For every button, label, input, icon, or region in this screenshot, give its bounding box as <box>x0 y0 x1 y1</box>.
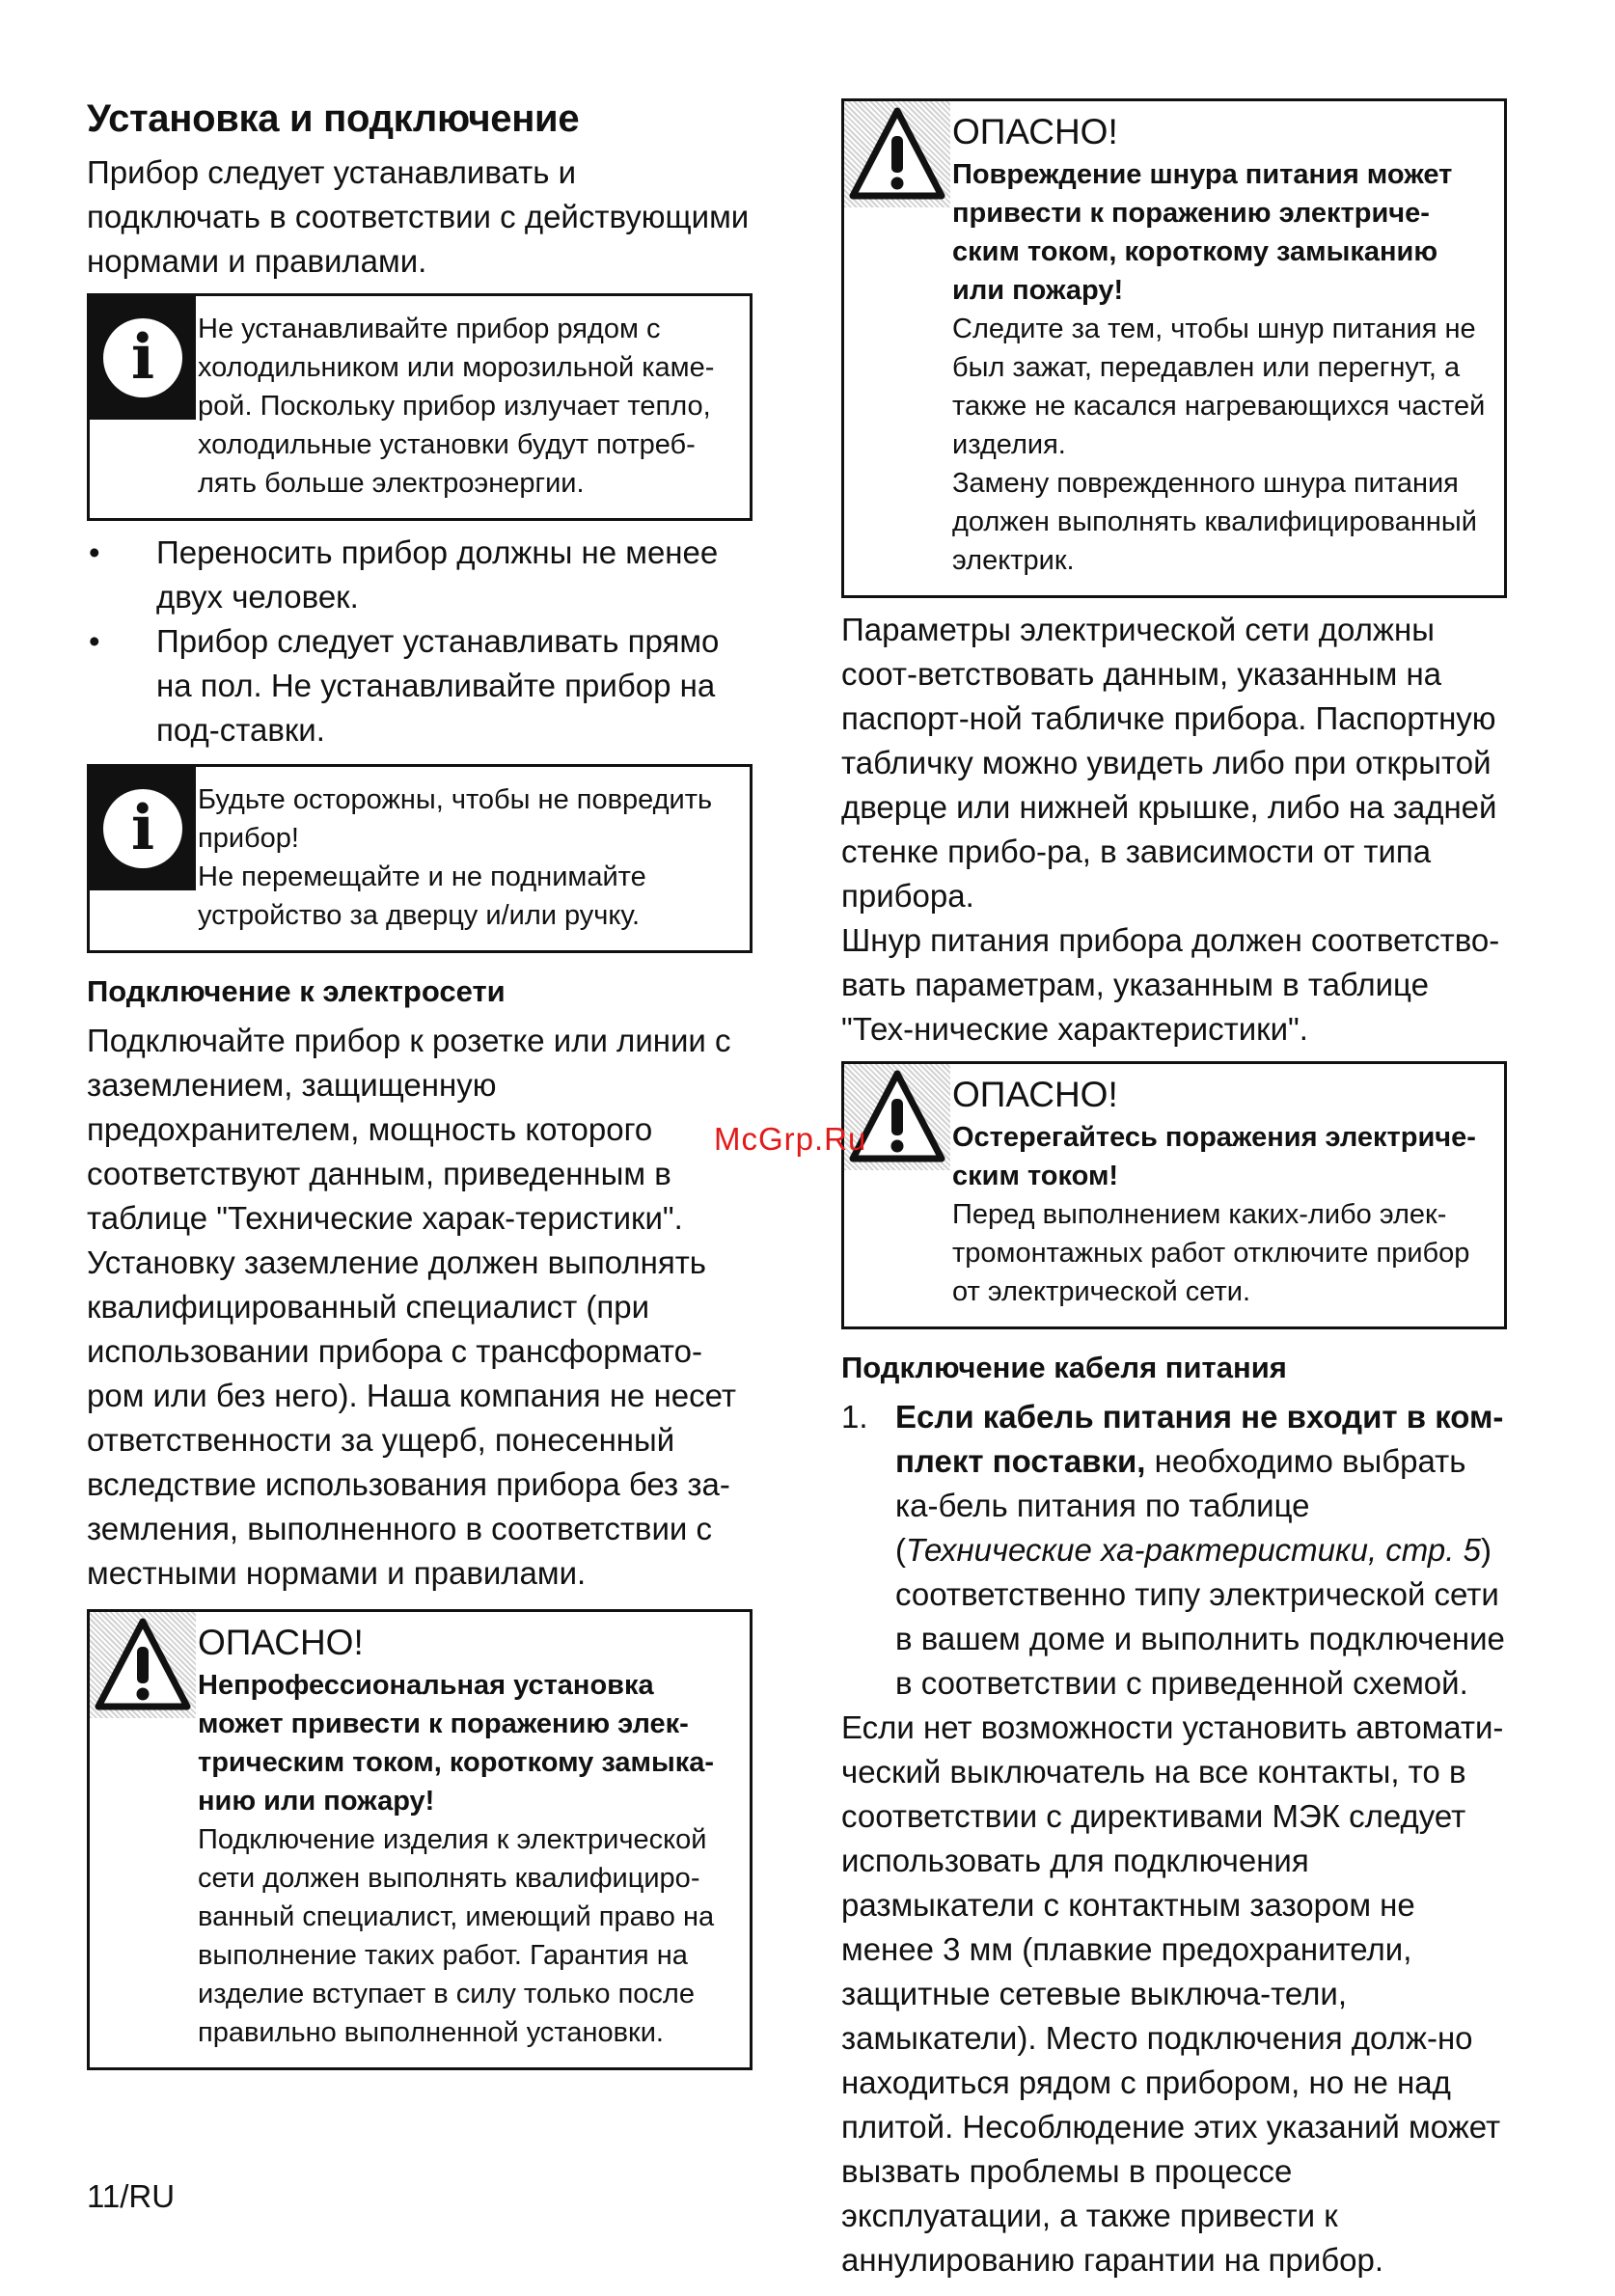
warning-bold-text: Непрофессиональная установка может привести к поражению элек-трическим током, короткому замыка-нию или пожару! <box>198 1670 715 1817</box>
warning-box-shock <box>841 1061 1507 1329</box>
warning-title: ОПАСНО! <box>952 1075 1118 1114</box>
warning-text: Перед выполнением каких-либо элек-тромонтажных работ отключите прибор от электрической сети. <box>952 1199 1470 1307</box>
warning-title: ОПАСНО! <box>952 112 1118 151</box>
numbered-list <box>841 1395 1507 1706</box>
intro-paragraph: Прибор следует устанавливать и подключать в соответствии с действующими нормами и правилами. <box>87 154 750 279</box>
warning-bold-text: Остерегайтесь поражения электриче-ским током! <box>952 1122 1476 1191</box>
page-number: 11/RU <box>87 2178 176 2214</box>
section-heading: Установка и подключение <box>87 97 580 140</box>
step-reference: Технические ха-рактеристики, стр. 5 <box>906 1532 1481 1568</box>
list-item: • Переносить прибор должны не менее двух человек. <box>87 531 753 619</box>
step-text: ) соответственно типу электрической сети в вашем доме и выполнить подключение в соответствии с приведенной схемой. <box>895 1532 1505 1701</box>
bullet-list <box>87 531 753 752</box>
info-text-line1: Будьте осторожны, чтобы не повредить прибор! <box>198 784 713 854</box>
warning-text: Замену поврежденного шнура питания должен выполнять квалифицированный электрик. <box>952 468 1477 576</box>
subheading-power: Подключение к электросети <box>87 974 506 1008</box>
cord-params-paragraph: Шнур питания прибора должен соответство-вать параметрам, указанным в таблице "Тех-нические характеристики". <box>841 922 1500 1047</box>
warning-title: ОПАСНО! <box>198 1623 364 1662</box>
list-item <box>841 1395 1507 1706</box>
warning-triangle-icon <box>90 1612 196 1718</box>
info-box-careful <box>87 764 753 953</box>
warning-bold-text: Повреждение шнура питания может привести к поражению электриче-ским током, короткому замыканию или пожару! <box>952 159 1453 306</box>
warning-box-installation <box>87 1609 753 2070</box>
warning-triangle-icon <box>844 101 950 207</box>
info-icon: i <box>90 767 196 890</box>
warning-text: Подключение изделия к электрической сети должен выполнять квалифициро-ванный специалист, имеющий право на выполнение таких работ. Гарантия на изделие вступает в силу только после правильно выполненной установки. <box>198 1824 715 2048</box>
info-icon: i <box>90 296 196 420</box>
warning-box-cord <box>841 98 1507 598</box>
step-bold: Если кабель питания не входит в ком-плект поставки, <box>895 1399 1504 1479</box>
grid-params-paragraph: Параметры электрической сети должны соот-ветствовать данным, указанным на паспорт-ной табличке прибора. Паспортную табличку можно увидеть либо при открытой дверце или нижней крышке, либо на задней стенке прибо-ра, в зависимости от типа прибора. <box>841 612 1497 914</box>
power-paragraph: Подключайте прибор к розетке или линии с заземлением, защищенную предохранителем, мощность которого соответствуют данным, приведенным в таблице "Технические харак-теристики". Установку заземление должен выполнять квалифицированный специалист (при использовании прибора с трансформато-ром или без него). Наша компания не несет ответственности за ущерб, понесенный вследствие использования прибора без за-земления, выполненного в соответствии с местными нормами и правилами. <box>87 1023 737 1591</box>
breaker-paragraph: Если нет возможности установить автомати-ческий выключатель на все контакты, то в соответствии с директивами МЭК следует использовать для подключения размыкатели с контактным зазором не менее 3 мм (плавкие предохранители, защитные сетевые выключа-тели, замыкатели). Место подключения долж-но находиться рядом с прибором, но не над плитой. Несоблюдение этих указаний может вызвать проблемы в процессе эксплуатации, а также привести к аннулированию гарантии на прибор. <box>841 1709 1504 2278</box>
list-number: 1. <box>841 1399 868 1435</box>
info-box-placement <box>87 293 753 521</box>
info-text: Не устанавливайте прибор рядом с холодильником или морозильной каме-рой. Поскольку прибор излучает тепло, холодильные установки будут потреб-лять больше электроэнергии. <box>198 314 715 499</box>
subheading-cable: Подключение кабеля питания <box>841 1351 1287 1384</box>
step-text: необходимо выбрать ка-бель питания по таблице ( <box>895 1443 1466 1568</box>
list-item: • Прибор следует устанавливать прямо на пол. Не устанавливайте прибор на под-ставки. <box>87 619 753 752</box>
right-column <box>841 98 1507 2282</box>
left-column <box>87 96 753 2080</box>
watermark: McGrp.Ru <box>714 1121 867 1157</box>
info-text-line2: Не перемещайте и не поднимайте устройство за дверцу и/или ручку. <box>198 861 646 931</box>
warning-text: Следите за тем, чтобы шнур питания не был зажат, передавлен или перегнут, а также не касался нагревающихся частей изделия. <box>952 314 1486 460</box>
